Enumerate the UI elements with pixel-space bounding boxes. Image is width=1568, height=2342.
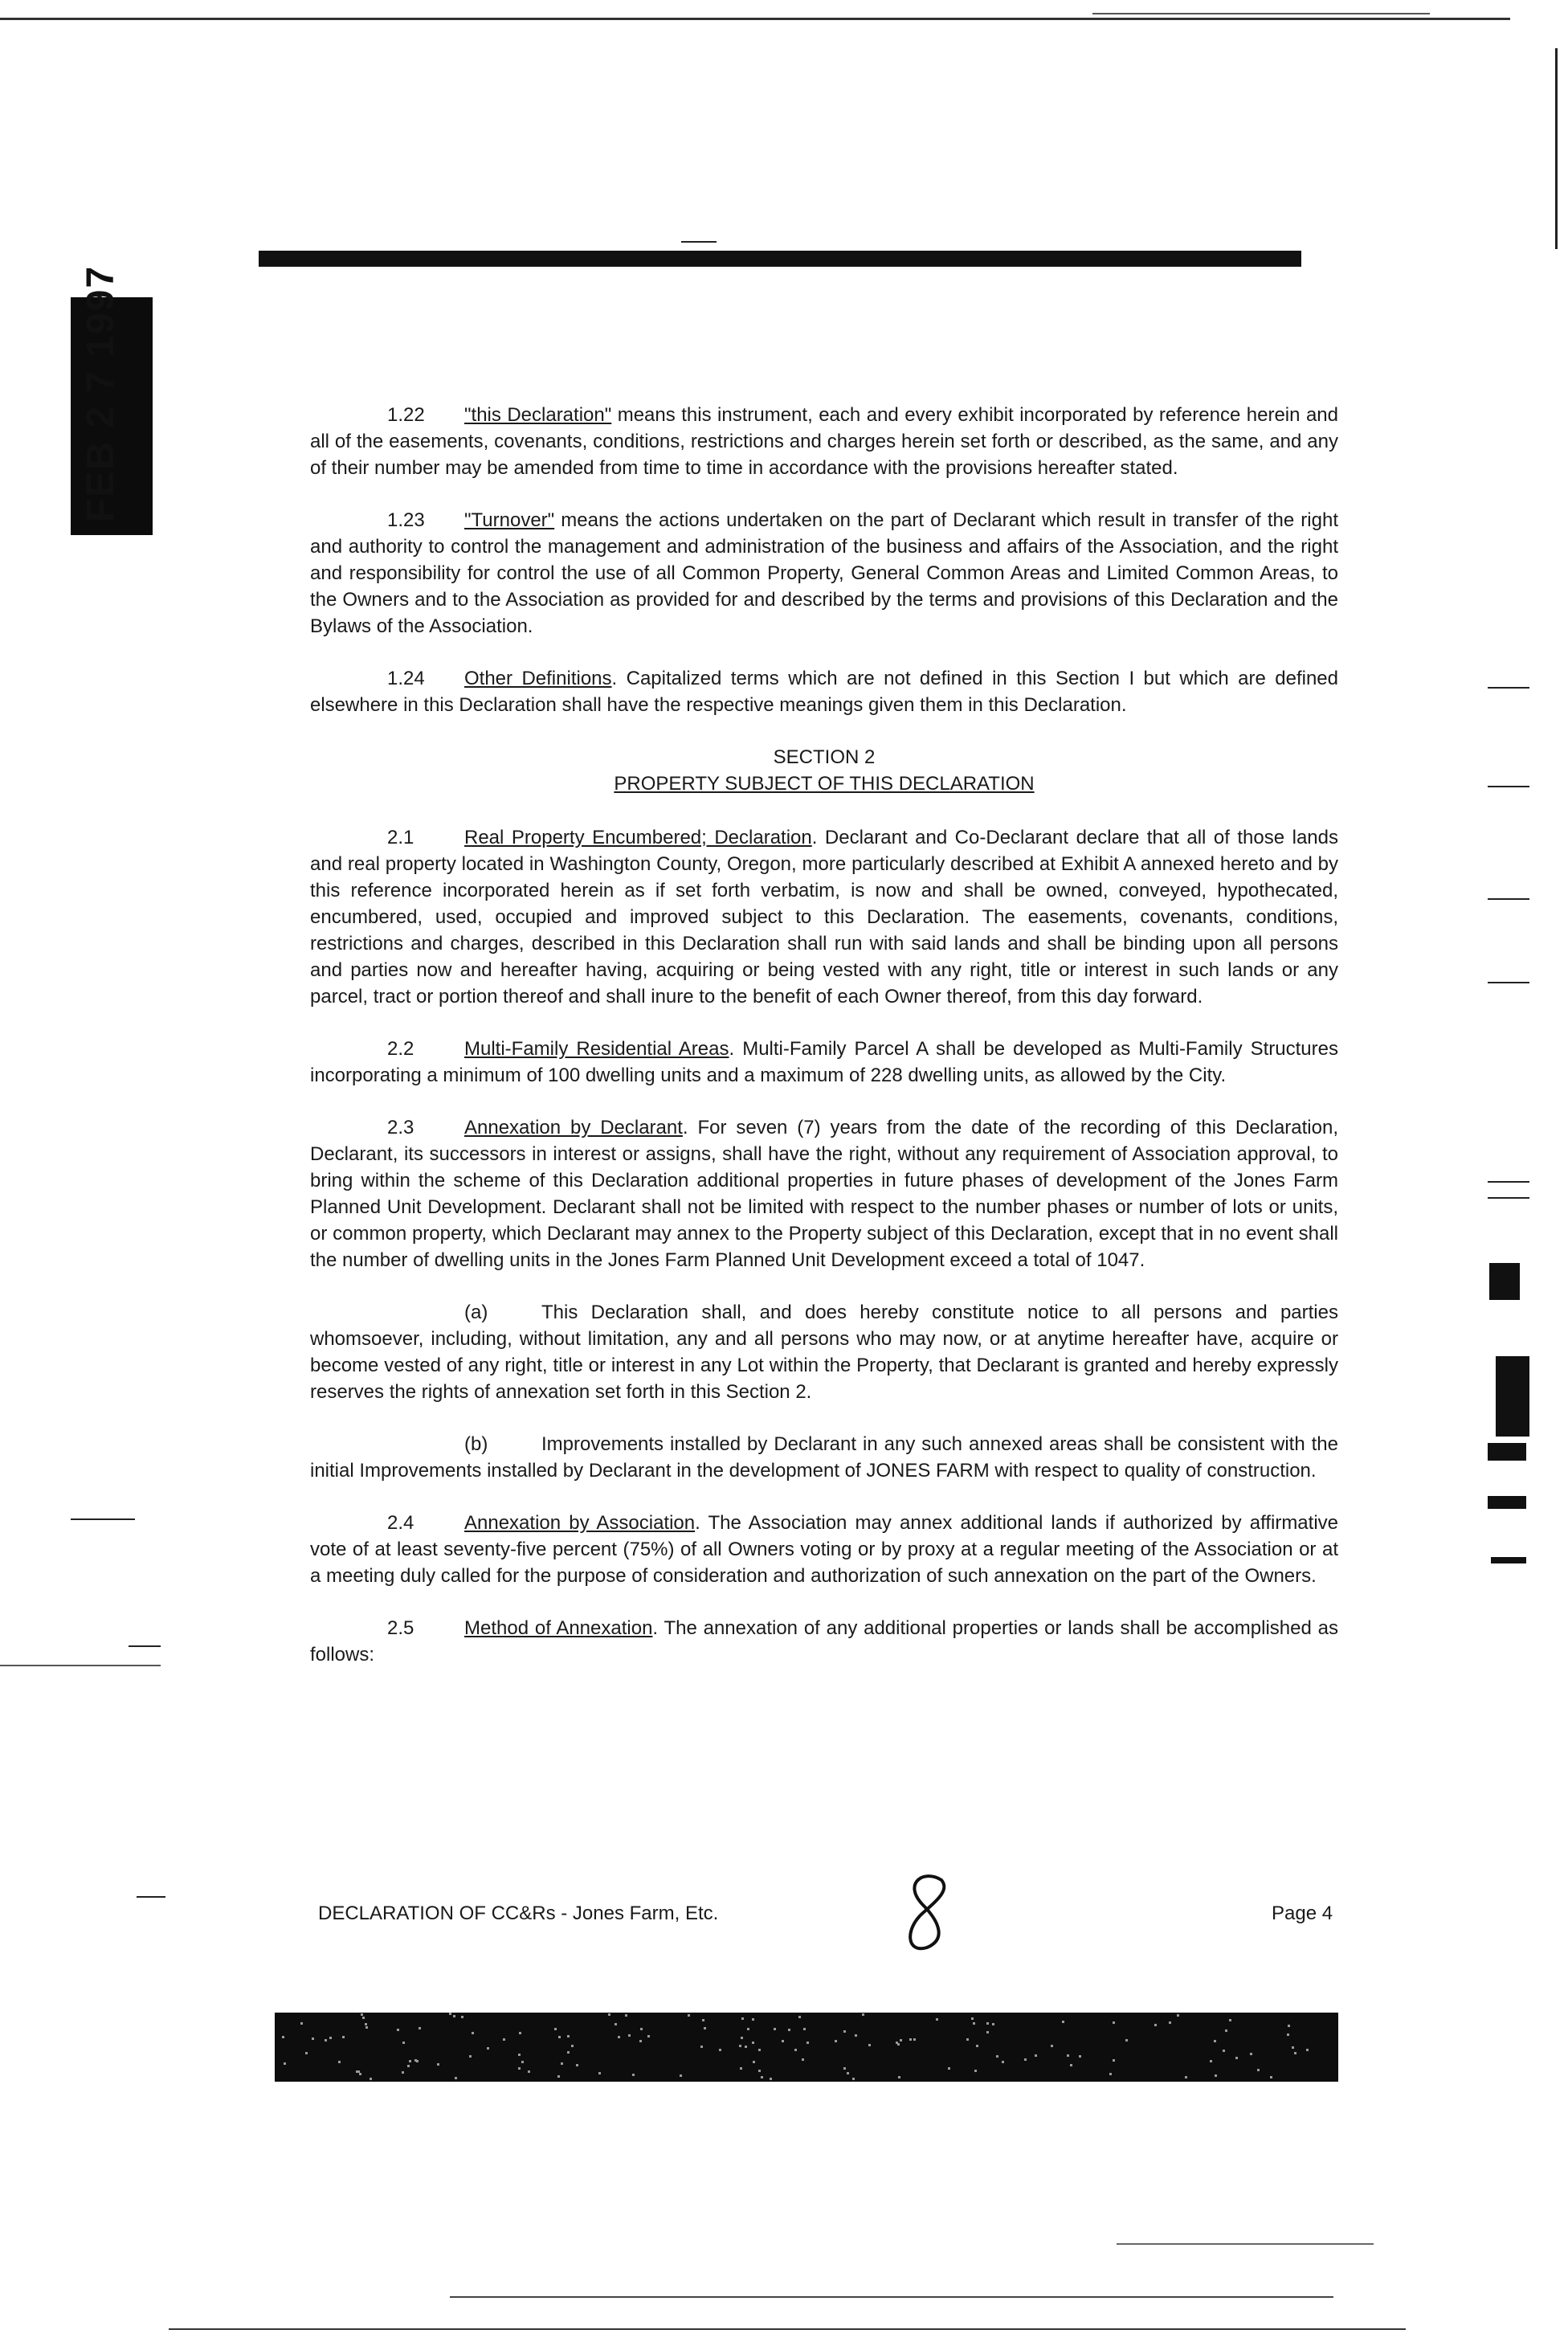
scan-speck bbox=[992, 2023, 994, 2025]
scan-speck bbox=[576, 2064, 578, 2066]
scan-speck bbox=[370, 2078, 372, 2080]
right-margin-block bbox=[1488, 1443, 1526, 1461]
defined-term: Other Definitions bbox=[464, 668, 612, 689]
page-number: Page 4 bbox=[1272, 1903, 1333, 1924]
scan-speck bbox=[312, 2037, 314, 2040]
document-body bbox=[310, 402, 1338, 1694]
paragraph-1-23 bbox=[310, 507, 1338, 640]
scan-speck bbox=[1250, 2053, 1252, 2055]
paragraph-number: 2.5 bbox=[387, 1617, 414, 1639]
scan-speck bbox=[806, 2042, 809, 2044]
scan-speck bbox=[1051, 2045, 1053, 2047]
scan-speck bbox=[300, 2022, 303, 2025]
scan-speck bbox=[1185, 2076, 1187, 2078]
scan-speck bbox=[472, 2032, 474, 2034]
scan-speck bbox=[753, 2061, 755, 2063]
right-margin-block bbox=[1488, 1496, 1526, 1509]
paragraph-text: . Multi-Family Parcel A shall be developed as Multi-Family Structures incorporating a minimum of 100 dwelling units and a maximum of 228 dwelling units, as allowed by the City. bbox=[310, 1038, 1338, 1086]
section-subtitle: PROPERTY SUBJECT OF THIS DECLARATION bbox=[614, 773, 1035, 795]
scan-speck bbox=[758, 2070, 761, 2072]
scan-speck bbox=[802, 2058, 804, 2061]
scan-speck bbox=[521, 2061, 524, 2063]
scan-speck bbox=[1288, 2025, 1290, 2027]
paragraph-text: . Declarant and Co-Declarant declare that all of those lands and real property located in Washington County, Oregon, more particularly described at Exhibit A annexed hereto and by this reference incorporated herein as if set forth verbatim, is now and shall be owned, conveyed, hypothecated, encumbered, used, occupied and improved subject to this Declaration. The easements, covenants, conditions, restrictions and charges, described in this Declaration shall run with said lands and shall be binding upon all persons and parties now and hereafter having, acquiring or being vested with any right, title or interest in such lands or any parcel, tract or portion thereof and shall inure to the benefit of each Owner thereof, from this day forward. bbox=[310, 827, 1338, 1008]
scan-speck bbox=[745, 2046, 747, 2048]
scan-speck bbox=[647, 2035, 650, 2037]
scan-speck bbox=[1294, 2052, 1296, 2054]
scan-speck bbox=[758, 2049, 761, 2051]
recording-date-stamp: FEB 2 7 1997 bbox=[80, 264, 122, 522]
paragraph-2-4 bbox=[310, 1510, 1338, 1589]
scan-speck bbox=[282, 2036, 284, 2038]
scan-speck bbox=[1169, 2021, 1171, 2024]
scan-speck bbox=[1177, 2014, 1179, 2017]
defined-term: Real Property Encumbered; Declaration bbox=[464, 827, 812, 848]
scan-speck bbox=[639, 2040, 642, 2042]
scan-speck bbox=[625, 2014, 627, 2017]
scan-speck bbox=[503, 2038, 505, 2041]
right-margin-mark bbox=[1488, 786, 1529, 787]
scan-speck bbox=[561, 2062, 563, 2065]
scan-speck bbox=[1070, 2064, 1072, 2066]
scan-speck bbox=[1229, 2019, 1231, 2021]
scan-speck bbox=[739, 2045, 741, 2047]
scan-speck bbox=[632, 2074, 635, 2076]
scan-speck bbox=[519, 2032, 521, 2034]
scan-speck bbox=[407, 2065, 410, 2067]
scan-speck bbox=[700, 2046, 703, 2048]
scan-speck bbox=[558, 2036, 561, 2038]
scan-speck bbox=[365, 2023, 367, 2025]
scan-speck bbox=[741, 2037, 743, 2039]
right-margin-block bbox=[1491, 1557, 1526, 1563]
scan-speck bbox=[747, 2028, 749, 2030]
paragraph-1-24 bbox=[310, 665, 1338, 718]
scan-speck bbox=[1024, 2058, 1027, 2061]
scan-speck bbox=[397, 2029, 399, 2031]
scan-speck bbox=[782, 2040, 784, 2042]
scan-speck bbox=[719, 2049, 721, 2051]
scan-speck bbox=[461, 2016, 463, 2018]
scan-speck bbox=[909, 2038, 912, 2041]
scan-speck bbox=[1067, 2054, 1069, 2057]
scan-speck bbox=[571, 2045, 574, 2047]
scan-speck bbox=[1306, 2049, 1309, 2051]
scan-speck bbox=[847, 2072, 849, 2074]
left-margin-mark bbox=[71, 1518, 135, 1520]
scan-speck bbox=[971, 2017, 974, 2020]
scan-speck bbox=[1214, 2040, 1216, 2042]
left-margin-mark bbox=[129, 1645, 161, 1647]
paragraph-text: means the actions undertaken on the part of Declarant which result in transfer of the right and authority to control the management and administration of the business and affairs of the Association, and the right and responsibility for control the use of all Common Property, General Common Areas and Limited Common Areas, to the Owners and to the Association as provided for and described by the terms and provisions of this Declaration and the Bylaws of the Association. bbox=[310, 509, 1338, 637]
scan-speck bbox=[798, 2016, 801, 2018]
paragraph-number: (a) bbox=[464, 1302, 488, 1323]
paragraph-2-5 bbox=[310, 1615, 1338, 1668]
paragraph-2-3-a bbox=[310, 1299, 1338, 1405]
scan-speck bbox=[1235, 2057, 1238, 2059]
scan-speck bbox=[359, 2073, 361, 2075]
top-scan-line bbox=[0, 18, 1510, 20]
scan-speck bbox=[338, 2061, 341, 2063]
scan-speck bbox=[704, 2027, 706, 2029]
right-margin-block bbox=[1489, 1263, 1520, 1300]
paragraph-number: 2.3 bbox=[387, 1117, 414, 1138]
scan-speck bbox=[898, 2076, 900, 2078]
paragraph-number: 2.4 bbox=[387, 1512, 414, 1534]
scan-speck bbox=[852, 2078, 855, 2080]
scan-speck bbox=[1109, 2073, 1112, 2075]
section-title: SECTION 2 bbox=[773, 746, 876, 768]
scan-speck bbox=[437, 2063, 439, 2066]
scan-speck bbox=[740, 2067, 742, 2070]
scan-speck bbox=[518, 2067, 521, 2070]
scan-speck bbox=[557, 2075, 560, 2078]
left-margin-mark bbox=[137, 1896, 165, 1898]
scan-speck bbox=[948, 2067, 950, 2070]
scan-speck bbox=[752, 2018, 754, 2021]
scan-speck bbox=[615, 2023, 617, 2025]
scan-speck bbox=[618, 2036, 620, 2038]
scan-speck bbox=[608, 2013, 610, 2016]
scan-speck bbox=[973, 2022, 975, 2025]
paragraph-number: 2.2 bbox=[387, 1038, 414, 1060]
scan-speck bbox=[788, 2029, 790, 2031]
scan-speck bbox=[688, 2014, 690, 2017]
paragraph-text: . For seven (7) years from the date of the recording of this Declaration, Declarant, its successors in interest or assigns, shall have the right, without any requirement of Association approval, to bring within the scheme of this Declaration additional properties in future phases of development of the Jones Farm Planned Unit Development. Declarant shall not be limited with respect to the number phases or number of lots or units, or common property, which Declarant may annex to the Property subject of this Declaration, except that in no event shall the number of dwelling units in the Jones Farm Planned Unit Development exceed a total of 1047. bbox=[310, 1117, 1338, 1271]
scan-speck bbox=[966, 2038, 969, 2041]
scan-speck bbox=[741, 2017, 744, 2020]
paragraph-text: means this instrument, each and every exhibit incorporated by reference herein and all of the easements, covenants, conditions, restrictions and charges herein set forth or described, as the same, and any of their number may be amended from time to time in accordance with the provisions hereafter stated. bbox=[310, 404, 1338, 479]
scan-speck bbox=[702, 2019, 704, 2021]
handwritten-page-number bbox=[900, 1872, 956, 1956]
bottom-scan-band bbox=[275, 2013, 1338, 2082]
scan-speck bbox=[936, 2018, 938, 2021]
scan-speck bbox=[598, 2072, 601, 2074]
scan-speck bbox=[554, 2028, 557, 2030]
paragraph-1-22 bbox=[310, 402, 1338, 481]
scan-speck bbox=[835, 2040, 837, 2042]
bottom-scan-line bbox=[450, 2296, 1333, 2298]
scan-speck bbox=[365, 2026, 368, 2029]
scan-speck bbox=[567, 2051, 570, 2054]
scan-speck bbox=[1270, 2076, 1272, 2078]
right-margin-mark bbox=[1488, 687, 1529, 689]
scan-speck bbox=[528, 2070, 530, 2073]
scan-speck bbox=[1062, 2021, 1064, 2023]
scan-speck bbox=[843, 2067, 846, 2070]
scan-speck bbox=[453, 2015, 455, 2017]
scan-speck bbox=[897, 2043, 900, 2046]
scan-speck bbox=[409, 2060, 411, 2062]
scan-speck bbox=[752, 2042, 754, 2044]
scan-speck bbox=[305, 2052, 308, 2054]
scan-speck bbox=[1223, 2050, 1225, 2052]
scan-speck bbox=[774, 2028, 776, 2030]
left-margin-mark bbox=[0, 1665, 161, 1666]
scan-speck bbox=[986, 2031, 989, 2033]
scan-speck bbox=[1215, 2074, 1217, 2077]
paragraph-number: 1.22 bbox=[387, 404, 425, 426]
scan-speck bbox=[1257, 2069, 1260, 2071]
paragraph-text: Improvements installed by Declarant in any such annexed areas shall be consistent with the initial Improvements installed by Declarant in the development of JONES FARM with respect to quality of construction. bbox=[310, 1433, 1338, 1482]
scan-speck bbox=[449, 2013, 451, 2015]
scan-speck bbox=[414, 2059, 417, 2062]
paragraph-number: 1.24 bbox=[387, 668, 425, 689]
scan-speck bbox=[628, 2034, 631, 2037]
top-scan-line-short bbox=[1092, 13, 1430, 14]
paragraph-2-3-b bbox=[310, 1431, 1338, 1484]
scan-speck bbox=[680, 2074, 682, 2077]
paragraph-2-3 bbox=[310, 1114, 1338, 1273]
header-tick bbox=[681, 241, 717, 243]
scan-speck bbox=[402, 2071, 404, 2074]
scan-speck bbox=[855, 2034, 857, 2037]
scan-speck bbox=[843, 2030, 846, 2033]
paragraph-number: 2.1 bbox=[387, 827, 414, 848]
paragraph-2-2 bbox=[310, 1036, 1338, 1089]
scan-speck bbox=[1002, 2061, 1004, 2063]
scan-speck bbox=[329, 2037, 332, 2039]
footer-title: DECLARATION OF CC&Rs - Jones Farm, Etc. bbox=[318, 1903, 719, 1924]
scan-speck bbox=[1154, 2024, 1157, 2026]
paragraph-text: This Declaration shall, and does hereby constitute notice to all persons and parties whomsoever, including, without limitation, any and all persons who may now, or at anytime hereafter have, acquire or become vested of any right, title or interest in any Lot within the Property, that Declarant is granted and hereby expressly reserves the rights of annexation set forth in this Section 2. bbox=[310, 1302, 1338, 1403]
scan-speck bbox=[518, 2054, 521, 2056]
scan-speck bbox=[1292, 2046, 1294, 2049]
scan-speck bbox=[567, 2035, 570, 2037]
scan-speck bbox=[976, 2045, 978, 2047]
paragraph-2-1 bbox=[310, 824, 1338, 1010]
scan-speck bbox=[469, 2055, 472, 2058]
scan-speck bbox=[913, 2038, 916, 2041]
scan-speck bbox=[356, 2070, 358, 2073]
right-edge-line bbox=[1555, 48, 1558, 249]
scan-speck bbox=[1125, 2039, 1128, 2042]
paragraph-text: . The Association may annex additional lands if authorized by affirmative vote of at least seventy-five percent (75%) of all Owners voting or by proxy at a regular meeting of the Association or at a meeting duly called for the purpose of consideration and authorization of such annexation on the part of the Owners. bbox=[310, 1512, 1339, 1587]
bottom-scan-line bbox=[1117, 2243, 1374, 2245]
defined-term: "this Declaration" bbox=[464, 404, 612, 426]
scan-speck bbox=[487, 2047, 489, 2050]
scan-speck bbox=[974, 2070, 977, 2072]
scan-speck bbox=[402, 2042, 405, 2044]
handwritten-8-mark bbox=[900, 1872, 956, 1952]
scan-speck bbox=[996, 2055, 998, 2058]
scan-speck bbox=[868, 2044, 871, 2046]
paragraph-text: . Capitalized terms which are not defined in this Section I but which are defined elsewhere in this Declaration shall have the respective meanings given them in this Declaration. bbox=[310, 668, 1339, 716]
scan-speck bbox=[1035, 2054, 1037, 2057]
scan-speck bbox=[900, 2039, 902, 2042]
scan-speck bbox=[1079, 2055, 1081, 2058]
paragraph-number: (b) bbox=[464, 1433, 488, 1455]
scan-speck bbox=[1210, 2060, 1212, 2062]
scan-speck bbox=[986, 2022, 989, 2025]
scan-speck bbox=[1113, 2021, 1115, 2024]
section-heading bbox=[310, 744, 1338, 797]
scan-speck bbox=[794, 2049, 797, 2051]
header-bar bbox=[259, 251, 1301, 267]
defined-term: Annexation by Association bbox=[464, 1512, 696, 1534]
scan-speck bbox=[342, 2036, 345, 2038]
scan-speck bbox=[1225, 2029, 1227, 2032]
right-margin-mark bbox=[1488, 1197, 1529, 1199]
scan-speck bbox=[455, 2077, 457, 2079]
defined-term: Method of Annexation bbox=[464, 1617, 653, 1639]
defined-term: "Turnover" bbox=[464, 509, 555, 531]
bottom-scan-line bbox=[169, 2328, 1406, 2330]
paragraph-text: . The annexation of any additional properties or lands shall be accomplished as follows: bbox=[310, 1617, 1338, 1666]
scan-speck bbox=[770, 2078, 772, 2080]
scan-speck bbox=[862, 2013, 864, 2016]
right-margin-mark bbox=[1488, 982, 1529, 983]
paragraph-number: 1.23 bbox=[387, 509, 425, 531]
defined-term: Multi-Family Residential Areas bbox=[464, 1038, 729, 1060]
scan-speck bbox=[1287, 2033, 1289, 2036]
scan-speck bbox=[325, 2039, 327, 2042]
defined-term: Annexation by Declarant bbox=[464, 1117, 683, 1138]
right-margin-mark bbox=[1488, 1181, 1529, 1183]
scan-speck bbox=[1113, 2059, 1115, 2062]
scan-speck bbox=[761, 2076, 763, 2078]
scan-speck bbox=[362, 2017, 365, 2019]
scan-speck bbox=[803, 2028, 806, 2030]
right-margin-block bbox=[1496, 1356, 1529, 1437]
scan-speck bbox=[640, 2028, 643, 2030]
scan-speck bbox=[361, 2013, 363, 2016]
scan-speck bbox=[419, 2027, 421, 2029]
right-margin-mark bbox=[1488, 898, 1529, 900]
scan-speck bbox=[284, 2062, 286, 2065]
